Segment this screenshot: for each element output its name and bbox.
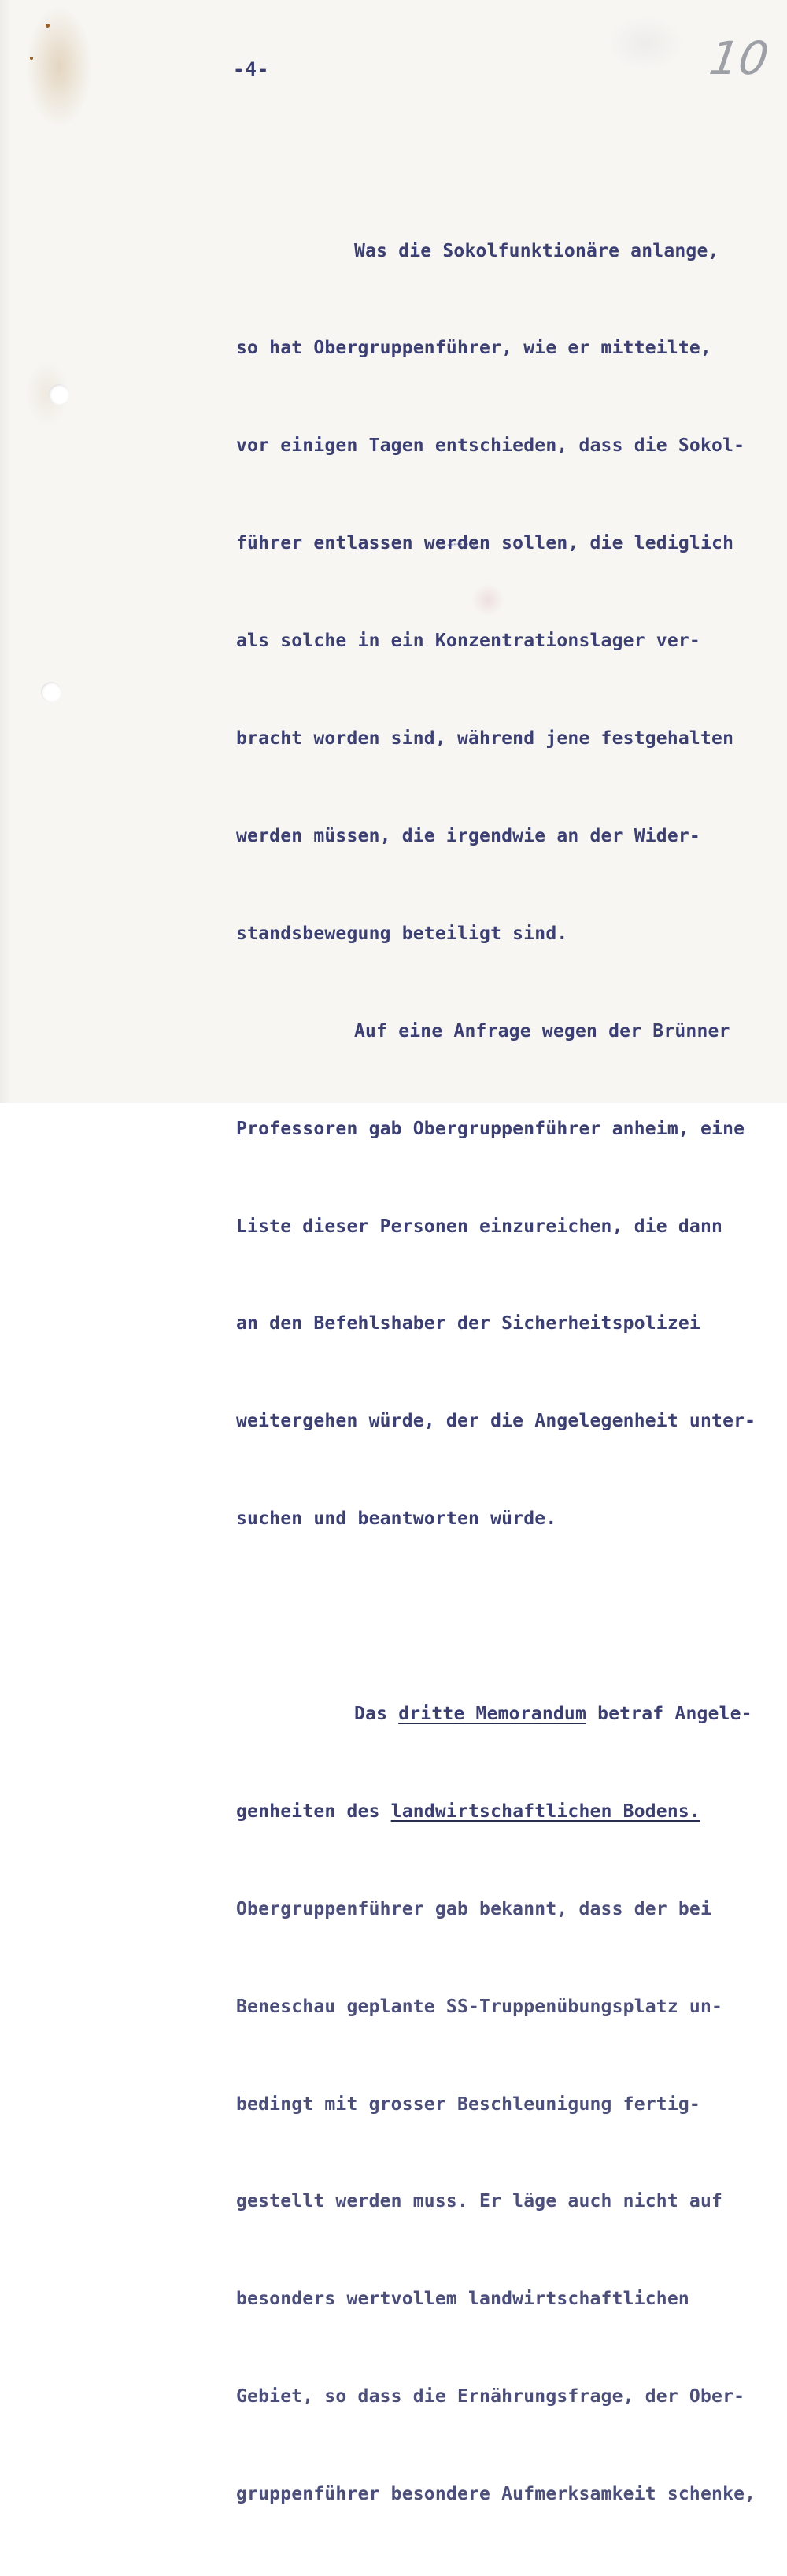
blank-line bbox=[236, 1601, 779, 1633]
punch-hole bbox=[49, 384, 69, 405]
text-line: Gebiet, so dass die Ernährungsfrage, der Ober- bbox=[236, 2386, 745, 2408]
stain-spot bbox=[30, 57, 33, 60]
text-line: gruppenführer besondere Aufmerksamkeit schenke, bbox=[236, 2484, 756, 2505]
text-line: bedingt mit grosser Beschleunigung fertig- bbox=[236, 2093, 700, 2115]
text-line: suchen und beantworten würde. bbox=[236, 1508, 557, 1530]
text-line bbox=[236, 1698, 779, 1730]
text-line: besonders wertvollem landwirtschaftlichen bbox=[236, 2289, 689, 2310]
text-line: Obergruppenführer gab bekannt, dass der bei bbox=[236, 1898, 712, 1919]
text-line: als solche in ein Konzentrationslager ver- bbox=[236, 631, 700, 652]
text-line: gestellt werden muss. Er läge auch nicht auf bbox=[236, 2191, 723, 2212]
underlined-phrase: dritte Memorandum bbox=[398, 1703, 587, 1724]
text-line: so hat Obergruppenführer, wie er mitteilte, bbox=[236, 338, 712, 359]
text-line: Professoren gab Obergruppenführer anheim, eine bbox=[236, 1118, 745, 1139]
text-line: bracht worden sind, während jene festgehalten bbox=[236, 728, 734, 749]
document-body bbox=[236, 170, 779, 2576]
text-line: Was die Sokolfunktionäre anlange, bbox=[354, 240, 719, 261]
text-fragment: Das bbox=[354, 1703, 399, 1724]
underlined-phrase: landwirtschaftlichen Bodens. bbox=[390, 1801, 700, 1822]
text-line: weitergehen würde, der die Angelegenheit unter- bbox=[236, 1411, 756, 1432]
text-fragment: genheiten des bbox=[236, 1801, 391, 1822]
text-line: standsbewegung beteiligt sind. bbox=[236, 923, 568, 944]
text-line bbox=[236, 1796, 779, 1828]
text-line: Liste dieser Personen einzureichen, die dann bbox=[236, 1216, 723, 1237]
punch-hole bbox=[41, 682, 61, 702]
text-line: vor einigen Tagen entschieden, dass die Sokol- bbox=[236, 435, 745, 457]
text-line: werden müssen, die irgendwie an der Wider- bbox=[236, 825, 700, 846]
stain-spot bbox=[46, 24, 50, 28]
folio-number: 10 bbox=[706, 31, 772, 85]
text-fragment: betraf Angele- bbox=[586, 1703, 752, 1724]
text-line: führer entlassen werden sollen, die lediglich bbox=[236, 533, 734, 554]
page-number: -4- bbox=[233, 58, 270, 80]
text-line: an den Befehlshaber der Sicherheitspolizei bbox=[236, 1313, 700, 1334]
text-line: Beneschau geplante SS-Truppenübungsplatz un- bbox=[236, 1996, 723, 2017]
text-line: Auf eine Anfrage wegen der Brünner bbox=[354, 1020, 730, 1042]
